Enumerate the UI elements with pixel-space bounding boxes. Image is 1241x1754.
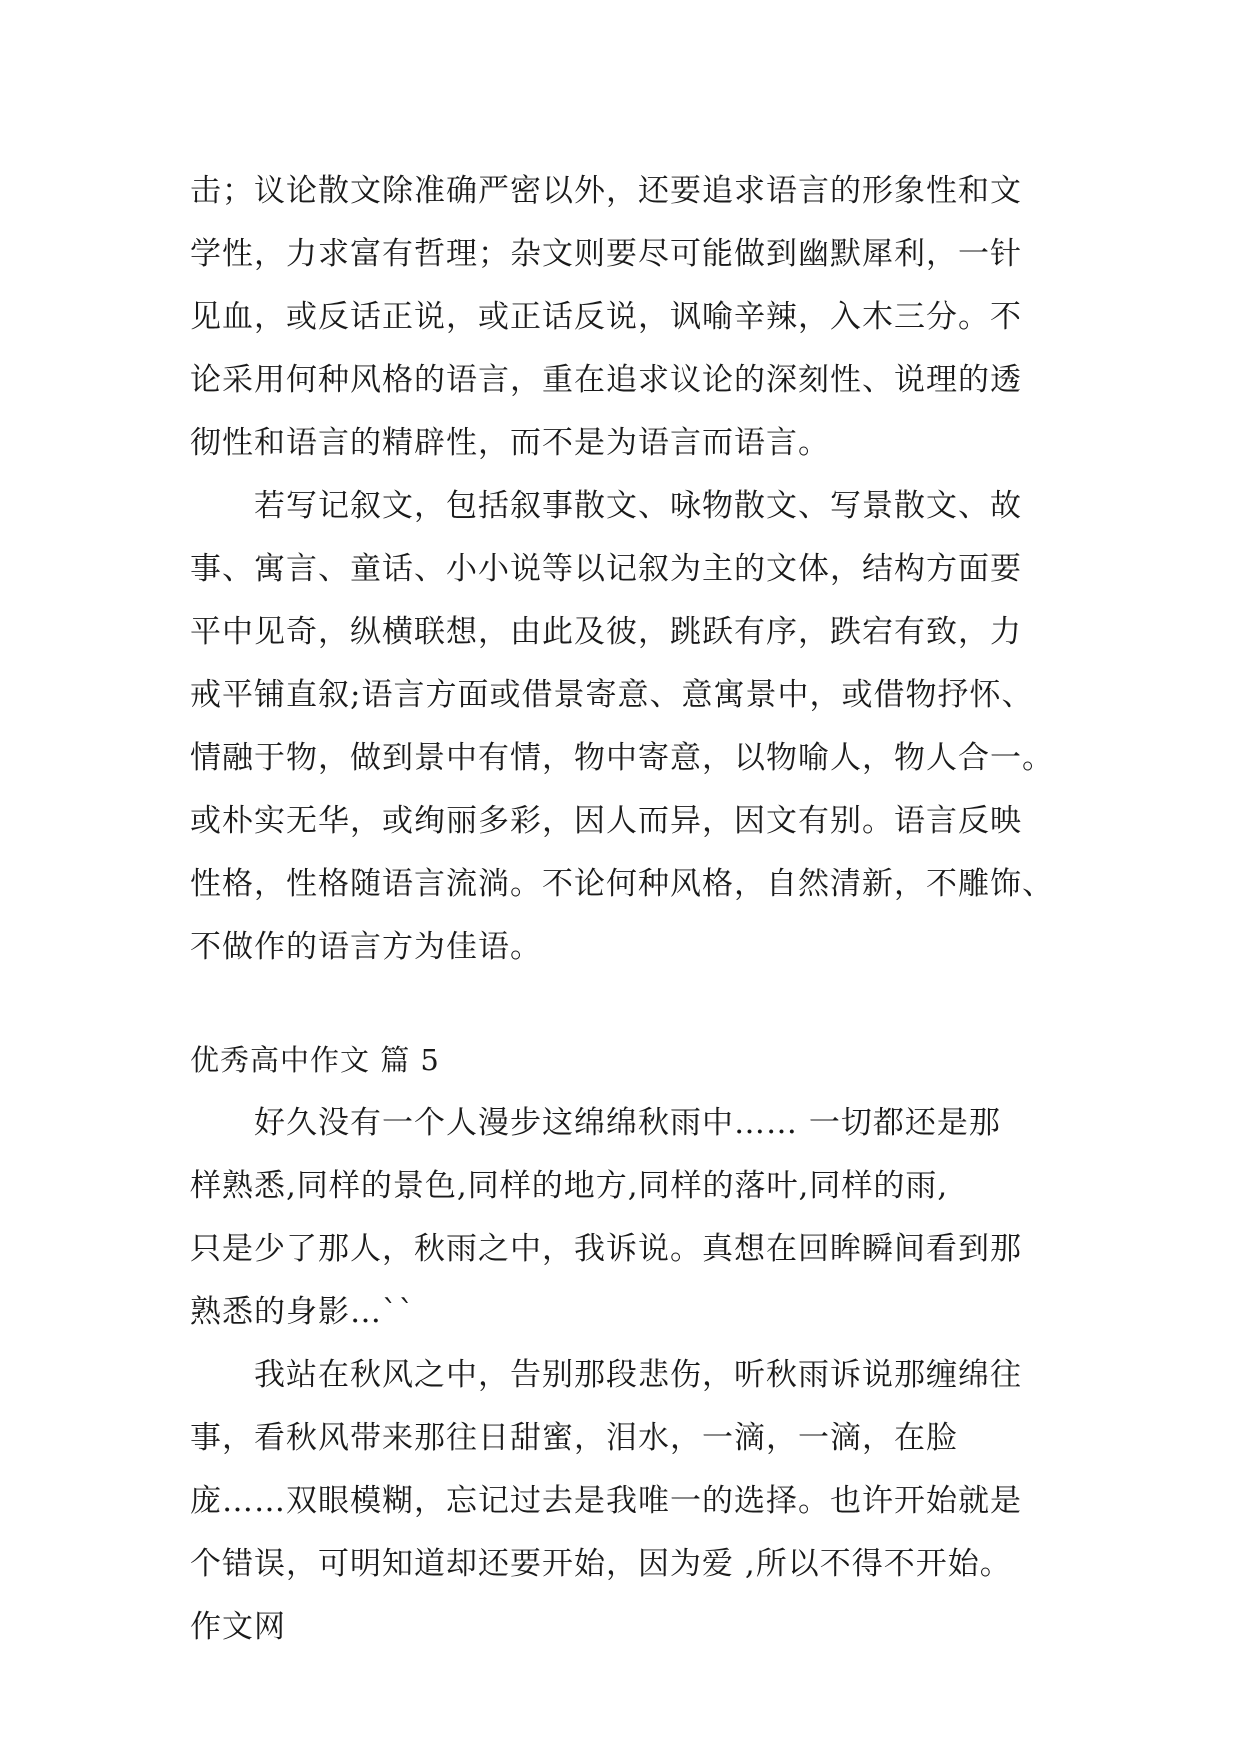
text-line: 击；议论散文除准确严密以外，还要追求语言的形象性和文 [190, 173, 1022, 209]
text-line: 论采用何种风格的语言，重在追求议论的深刻性、说理的透 [190, 362, 1022, 398]
text-line: 或朴实无华，或绚丽多彩，因人而异，因文有别。语言反映 [190, 803, 1022, 839]
text-line: 样熟悉,同样的景色,同样的地方,同样的落叶,同样的雨, [190, 1168, 949, 1204]
text-line: 戒平铺直叙;语言方面或借景寄意、意寓景中，或借物抒怀、 [190, 677, 1034, 713]
paragraph-autumn-rain [190, 1092, 1050, 1344]
section-spacer [190, 979, 1050, 1029]
text-line: 不做作的语言方为佳语。 [190, 929, 542, 965]
text-line: 彻性和语言的精辟性，而不是为语言而语言。 [190, 425, 830, 461]
text-line: 好久没有一个人漫步这绵绵秋雨中…… 一切都还是那 [254, 1105, 1001, 1141]
text-line: 个错误，可明知道却还要开始，因为爱 ,所以不得不开始。 [190, 1546, 1012, 1582]
text-line: 学性，力求富有哲理；杂文则要尽可能做到幽默犀利，一针 [190, 236, 1022, 272]
text-line: 事、寓言、童话、小小说等以记叙为主的文体，结构方面要 [190, 551, 1022, 587]
paragraph-narrative-advice [190, 475, 1054, 979]
section-heading: 优秀高中作文 篇 5 [190, 1043, 440, 1077]
text-line: 只是少了那人，秋雨之中，我诉说。真想在回眸瞬间看到那 [190, 1231, 1022, 1267]
text-line: 情融于物，做到景中有情，物中寄意，以物喻人，物人合一。 [190, 740, 1054, 776]
text-line: 作文网 [190, 1609, 286, 1645]
text-line: 庞……双眼模糊，忘记过去是我唯一的选择。也许开始就是 [190, 1483, 1022, 1519]
paragraph-continuation [190, 160, 1050, 475]
text-line: 平中见奇，纵横联想，由此及彼，跳跃有序，跌宕有致，力 [190, 614, 1022, 650]
text-line: 事，看秋风带来那往日甜蜜，泪水，一滴，一滴，在脸 [190, 1420, 958, 1456]
text-line: 我站在秋风之中，告别那段悲伤，听秋雨诉说那缠绵往 [254, 1357, 1022, 1393]
text-line: 若写记叙文，包括叙事散文、咏物散文、写景散文、故 [254, 488, 1022, 524]
text-line: 熟悉的身影…`` [190, 1294, 415, 1330]
text-line: 见血，或反话正说，或正话反说，讽喻辛辣，入木三分。不 [190, 299, 1022, 335]
paragraph-autumn-wind [190, 1344, 1050, 1659]
text-line: 性格，性格随语言流淌。不论何种风格，自然清新，不雕饰、 [190, 866, 1054, 902]
document-body [190, 160, 1054, 1659]
